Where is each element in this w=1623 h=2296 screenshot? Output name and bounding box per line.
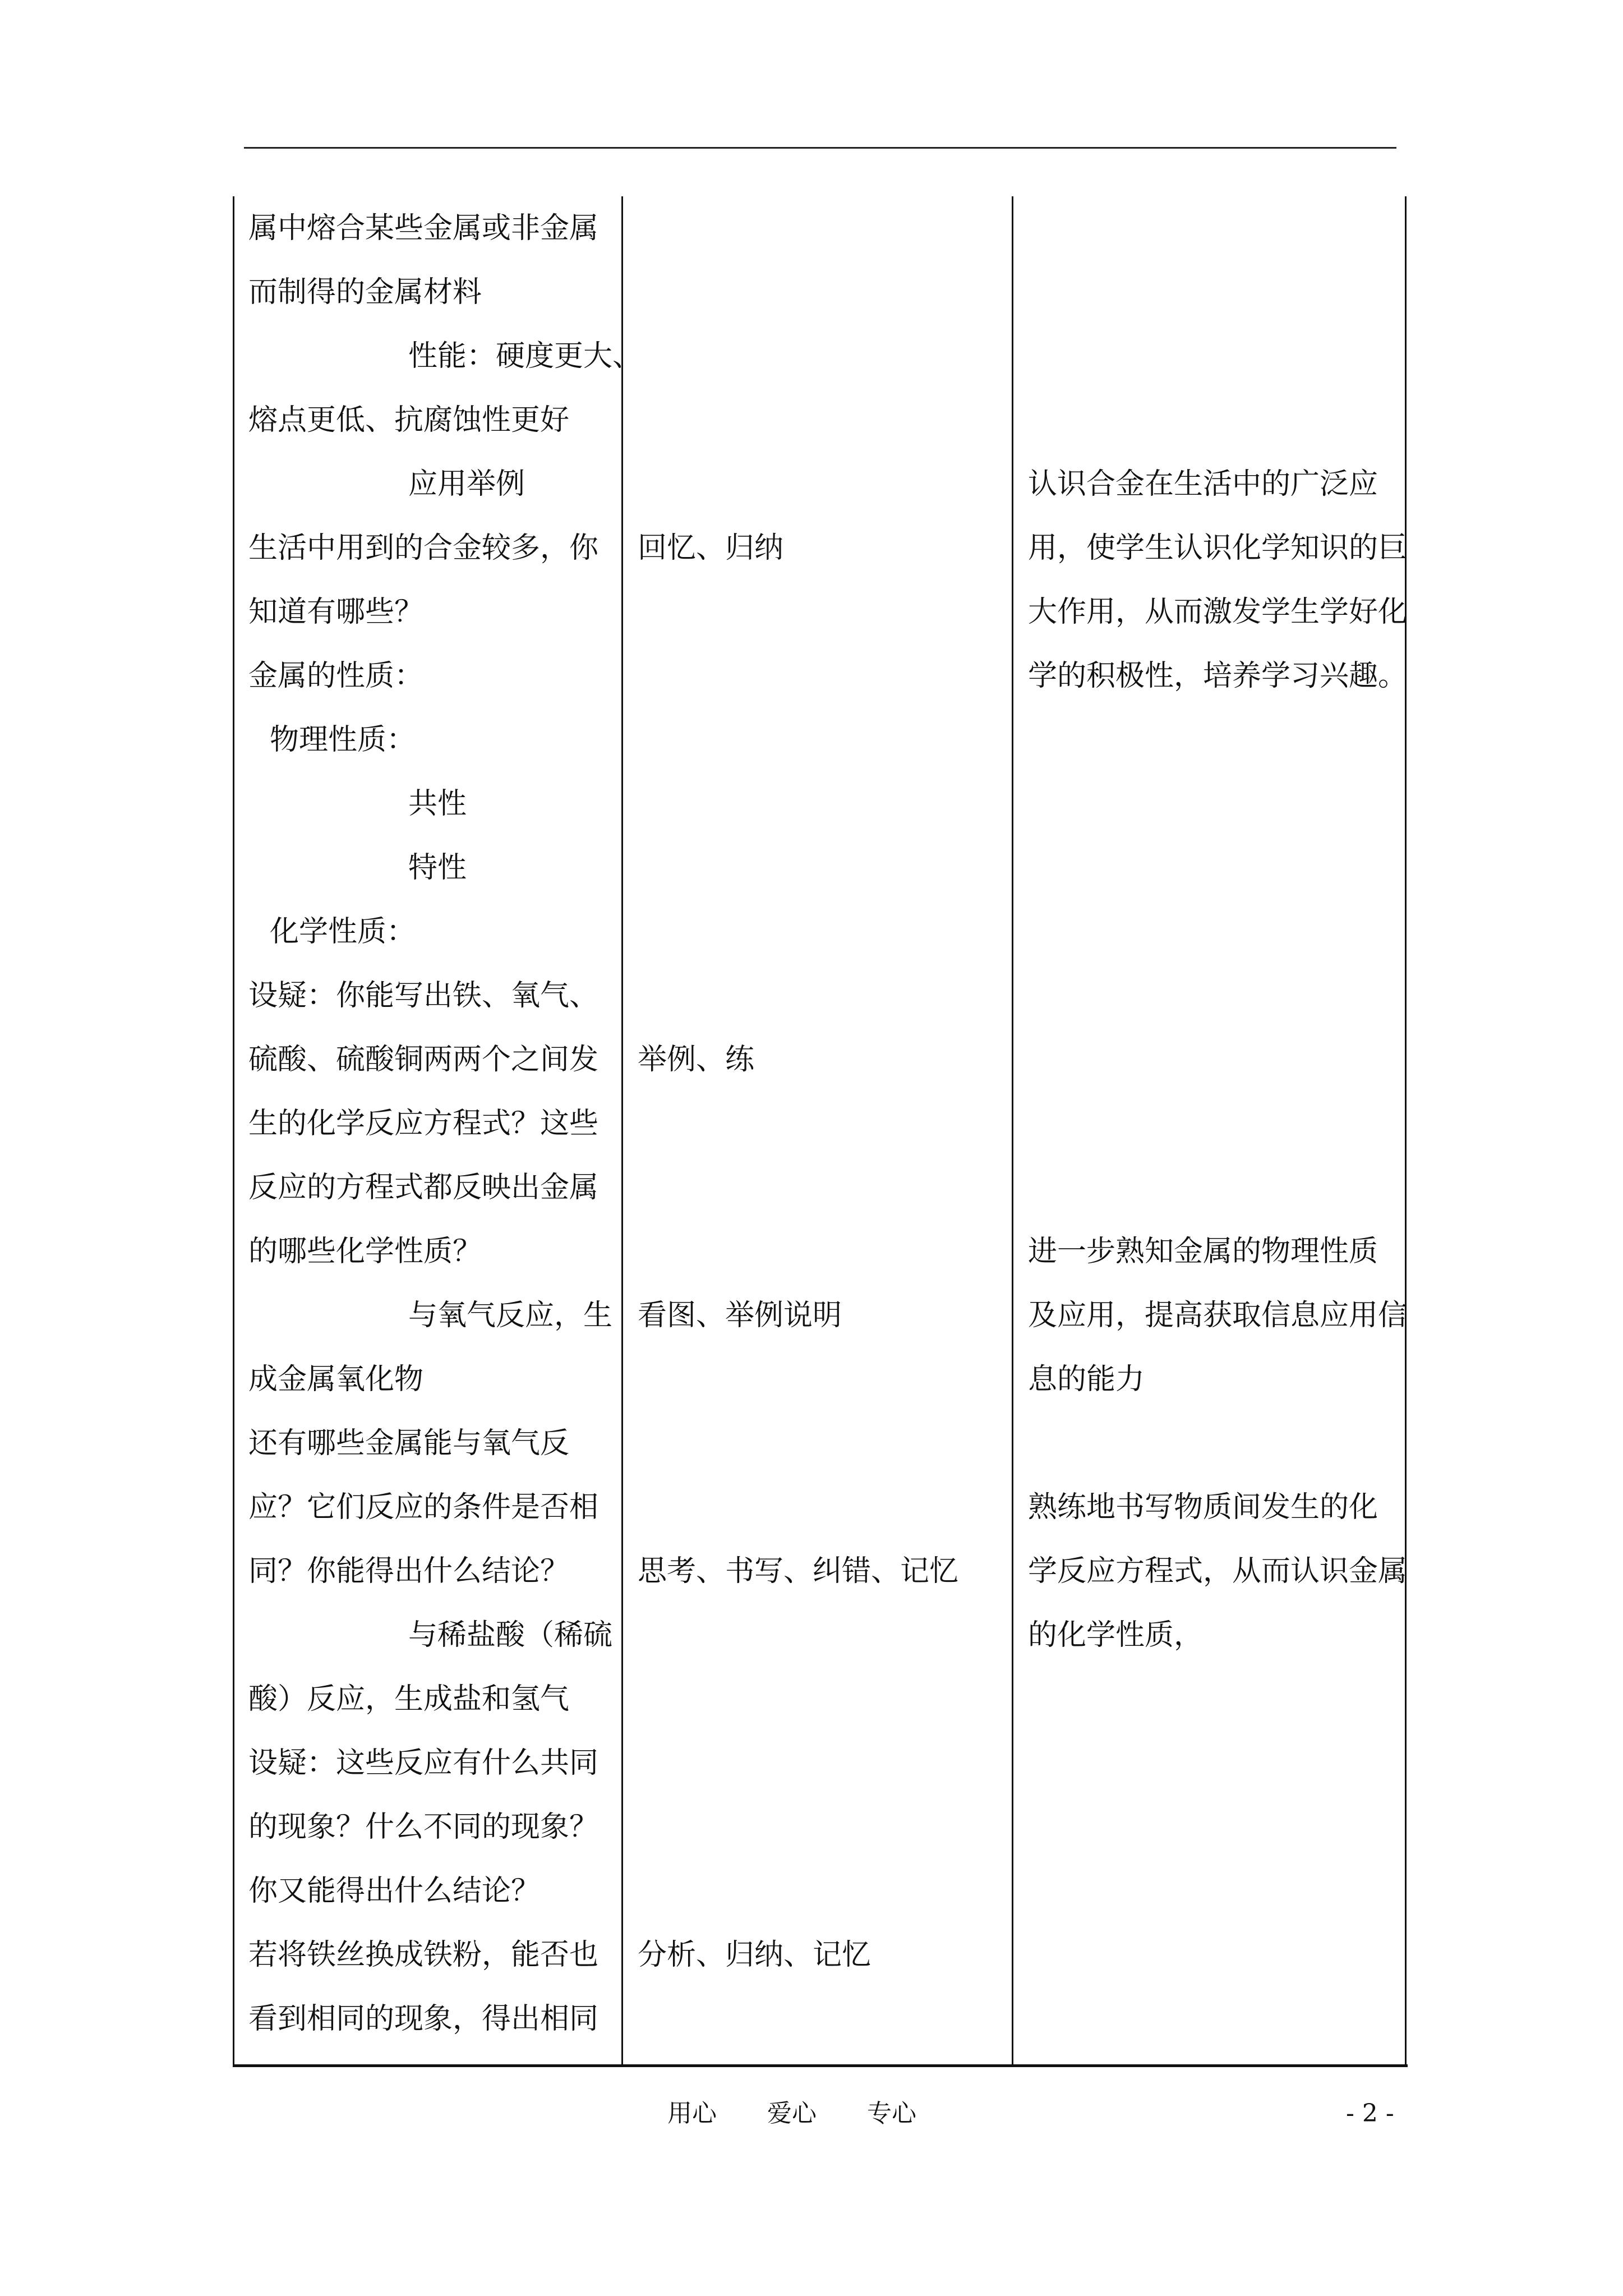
intent-line: 大作用，从而激发学生学好化 — [1028, 595, 1408, 629]
content-line: 与氧气反应，生 — [408, 1299, 613, 1332]
content-line: 生活中用到的合金较多，你 — [248, 531, 599, 565]
content-line: 而制得的金属材料 — [248, 275, 482, 309]
content-line: 金属的性质： — [248, 659, 424, 693]
intent-line: 学的积极性，培养学习兴趣。 — [1028, 659, 1408, 693]
lesson-table — [233, 196, 1408, 2067]
footer-slogan-3: 专心 — [867, 2099, 916, 2128]
content-line: 应用举例 — [408, 467, 525, 501]
intent-line: 认识合金在生活中的广泛应 — [1028, 467, 1378, 501]
content-line: 看到相同的现象，得出相同 — [248, 2002, 599, 2036]
table-border-right — [1405, 196, 1407, 2067]
content-line: 的现象？什么不同的现象？ — [248, 1810, 599, 1844]
intent-line: 的化学性质， — [1028, 1618, 1204, 1652]
intent-line: 用，使学生认识化学知识的巨 — [1028, 531, 1408, 565]
content-line: 与稀盐酸（稀硫 — [408, 1618, 613, 1652]
column-divider-2 — [1012, 196, 1013, 2067]
content-line: 你又能得出什么结论？ — [248, 1874, 541, 1908]
content-line: 还有哪些金属能与氧气反 — [248, 1427, 570, 1460]
table-border-bottom — [233, 2064, 1408, 2067]
intent-line: 学反应方程式，从而认识金属 — [1028, 1554, 1408, 1588]
intent-line: 熟练地书写物质间发生的化 — [1028, 1490, 1378, 1524]
content-line: 酸）反应，生成盐和氢气 — [248, 1682, 570, 1716]
content-line: 化学性质： — [270, 915, 416, 949]
content-line: 熔点更低、抗腐蚀性更好 — [248, 403, 570, 437]
content-line: 的哪些化学性质？ — [248, 1235, 482, 1268]
content-line: 硫酸、硫酸铜两两个之间发 — [248, 1043, 599, 1076]
intent-line: 息的能力 — [1028, 1363, 1145, 1396]
activity-item: 举例、练 — [638, 1043, 755, 1076]
content-line: 共性 — [408, 787, 467, 821]
content-line: 同？你能得出什么结论？ — [248, 1554, 570, 1588]
content-line: 反应的方程式都反映出金属 — [248, 1171, 599, 1204]
page-number: - 2 - — [1346, 2099, 1394, 2128]
content-line: 特性 — [408, 851, 467, 885]
content-line: 应？它们反应的条件是否相 — [248, 1490, 599, 1524]
activity-item: 思考、书写、纠错、记忆 — [638, 1554, 959, 1588]
column-divider-1 — [621, 196, 623, 2067]
content-line: 生的化学反应方程式？这些 — [248, 1107, 599, 1140]
activity-item: 回忆、归纳 — [638, 531, 784, 565]
header-rule — [244, 147, 1396, 149]
content-line: 知道有哪些？ — [248, 595, 424, 629]
intent-line: 进一步熟知金属的物理性质 — [1028, 1235, 1378, 1268]
content-line: 属中熔合某些金属或非金属 — [248, 211, 599, 245]
content-line: 设疑：这些反应有什么共同 — [248, 1746, 599, 1780]
table-border-left — [233, 196, 234, 2067]
intent-line: 及应用，提高获取信息应用信 — [1028, 1299, 1408, 1332]
content-line: 设疑：你能写出铁、氧气、 — [248, 979, 599, 1013]
footer-slogan-2: 爱心 — [767, 2099, 817, 2128]
content-line: 若将铁丝换成铁粉，能否也 — [248, 1938, 599, 1972]
activity-item: 分析、归纳、记忆 — [638, 1938, 872, 1972]
activity-item: 看图、举例说明 — [638, 1299, 842, 1332]
content-line: 成金属氧化物 — [248, 1363, 424, 1396]
footer-slogan-1: 用心 — [667, 2099, 717, 2128]
content-line: 性能：硬度更大、 — [408, 339, 642, 373]
content-line: 物理性质： — [270, 723, 416, 757]
